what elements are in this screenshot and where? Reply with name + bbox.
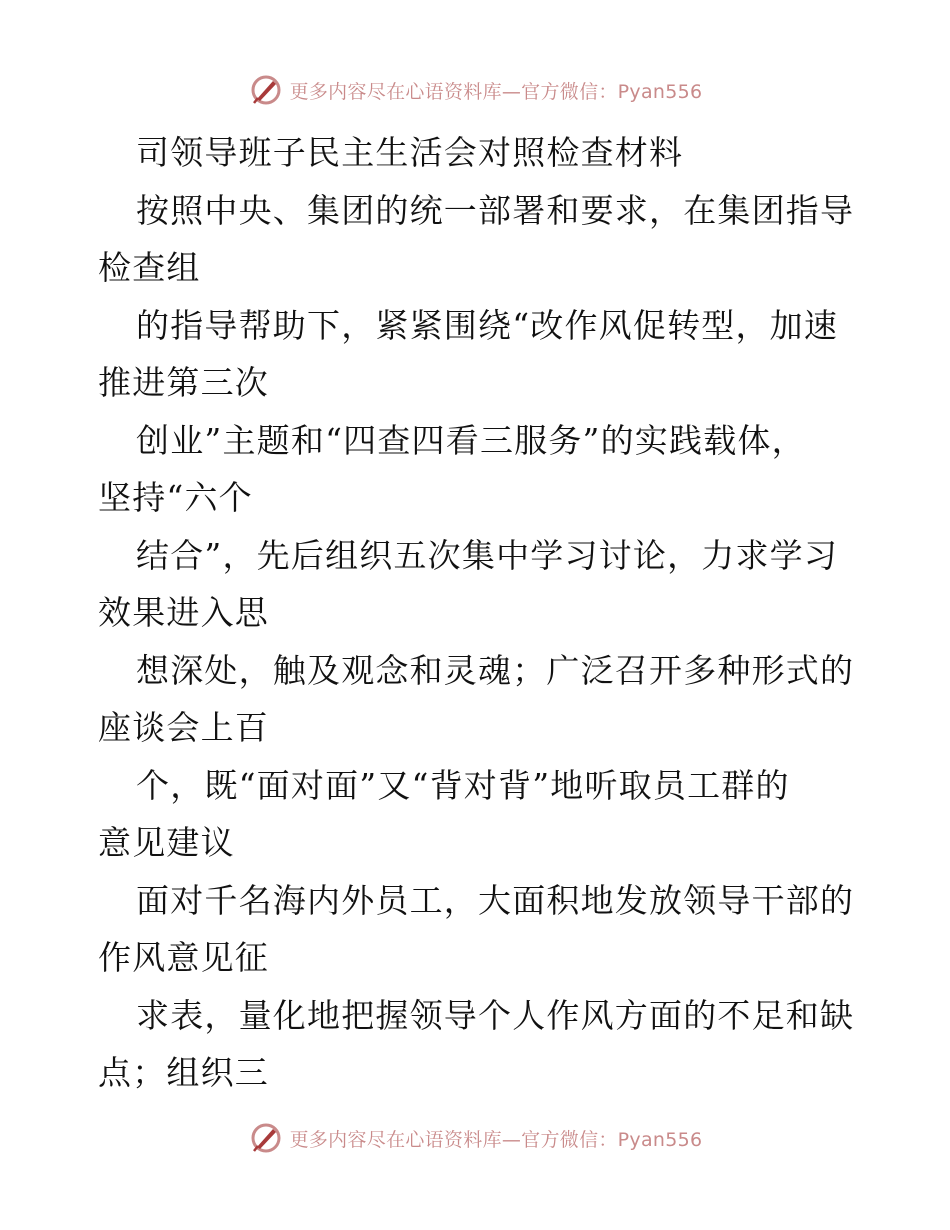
header-watermark [0, 70, 950, 110]
footer-watermark [0, 1118, 950, 1158]
paragraph-line: 求表，量化地把握领导个人作风方面的不足和缺 [136, 995, 855, 1035]
paragraph-line: 点；组织三 [98, 1053, 269, 1092]
watermark-text: 更多内容尽在心语资料库—官方微信：Pyan556 [289, 80, 703, 103]
paragraph-line: 检查组 [98, 248, 201, 287]
quill-pen-logo-icon [248, 72, 284, 108]
paragraph-line: 推进第三次 [98, 363, 269, 402]
paragraph-line: 效果进入思 [98, 593, 269, 632]
paragraph-line: 意见建议 [98, 823, 235, 862]
paragraph-line: 的指导帮助下，紧紧围绕“改作风促转型，加速 [136, 305, 839, 345]
paragraph-line: 个，既“面对面”又“背对背”地听取员工群的 [136, 765, 790, 805]
paragraph-line: 按照中央、集团的统一部署和要求，在集团指导 [136, 190, 855, 230]
paragraph-line: 面对千名海内外员工，大面积地发放领导干部的 [136, 880, 855, 920]
watermark-text: 更多内容尽在心语资料库—官方微信：Pyan556 [289, 1128, 703, 1151]
quill-pen-logo-icon [248, 1120, 284, 1156]
paragraph-line: 座谈会上百 [98, 708, 269, 747]
paragraph-line: 想深处，触及观念和灵魂；广泛召开多种形式的 [136, 650, 855, 690]
paragraph-line: 结合”，先后组织五次集中学习讨论，力求学习 [136, 535, 839, 575]
document-title: 司领导班子民主生活会对照检查材料 [136, 133, 684, 172]
document-body [98, 124, 858, 1102]
paragraph-line: 创业”主题和“四查四看三服务”的实践载体， [136, 420, 806, 460]
paragraph-line: 坚持“六个 [98, 478, 253, 517]
paragraph-line: 作风意见征 [98, 938, 269, 977]
